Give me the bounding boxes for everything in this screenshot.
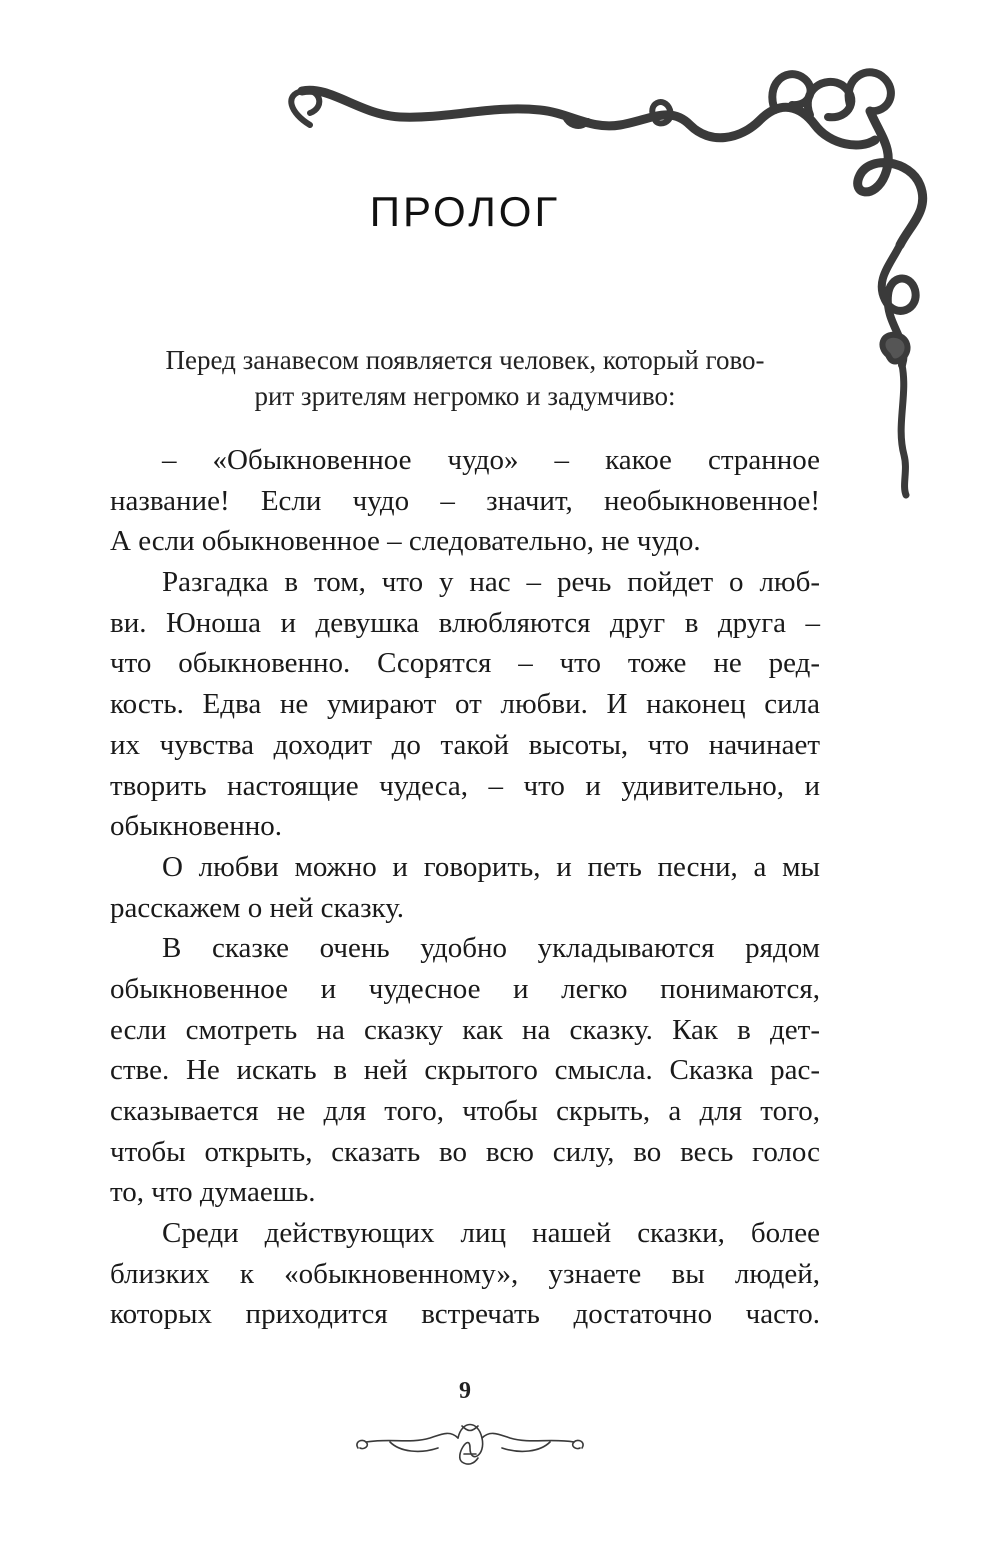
stage-direction — [115, 342, 815, 414]
body-line: О любви можно и говорить, и петь песни, а мы — [162, 850, 820, 883]
chapter-title: ПРОЛОГ — [369, 188, 561, 235]
body-line: А если обыкновенное – следовательно, не чудо. — [110, 525, 701, 558]
prologue-body — [110, 440, 820, 1335]
body-line: если смотреть на сказку как на сказку. Как в дет- — [110, 1013, 820, 1046]
body-line: Среди действующих лиц нашей сказки, более — [162, 1217, 820, 1250]
body-line: название! Если чудо – значит, необыкновенное! — [110, 484, 820, 517]
body-line: ви. Юноша и девушка влюбляются друг в друга – — [110, 606, 820, 639]
body-line: что обыкновенно. Ссорятся – что тоже не ред- — [110, 647, 820, 680]
body-line: близких к «обыкновенному», узнаете вы людей, — [110, 1257, 820, 1290]
flourish-ornament — [350, 1408, 590, 1470]
body-line: чтобы открыть, сказать во всю силу, во весь голос — [110, 1135, 820, 1168]
body-line: стве. Не искать в ней скрытого смысла. Сказка рас- — [110, 1054, 820, 1087]
body-line: то, что думаешь. — [110, 1176, 316, 1209]
stage-direction-line: рит зрителям негромко и задумчиво: — [254, 381, 676, 411]
body-line: обыкновенно. — [110, 810, 283, 843]
body-line: – «Обыкновенное чудо» – какое странное — [162, 444, 820, 476]
body-line: расскажем о ней сказку. — [110, 891, 405, 924]
corner-vine-ornament — [270, 55, 970, 505]
stage-direction-line: Перед занавесом появляется человек, который гово- — [165, 345, 765, 375]
body-line: В сказке очень удобно укладываются рядом — [162, 932, 820, 965]
body-line: которых приходится встречать достаточно часто. — [110, 1298, 820, 1331]
body-line: кость. Едва не умирают от любви. И наконец сила — [110, 688, 820, 721]
body-line: сказывается не для того, чтобы скрыть, а для того, — [110, 1095, 820, 1127]
body-line: их чувства доходит до такой высоты, что начинает — [110, 728, 820, 761]
page-number: 9 — [459, 1378, 471, 1404]
body-line: Разгадка в том, что у нас – речь пойдет о люб- — [162, 566, 820, 599]
body-line: творить настоящие чудеса, – что и удивительно, и — [110, 769, 820, 802]
body-line: обыкновенное и чудесное и легко понимаются, — [110, 972, 820, 1005]
